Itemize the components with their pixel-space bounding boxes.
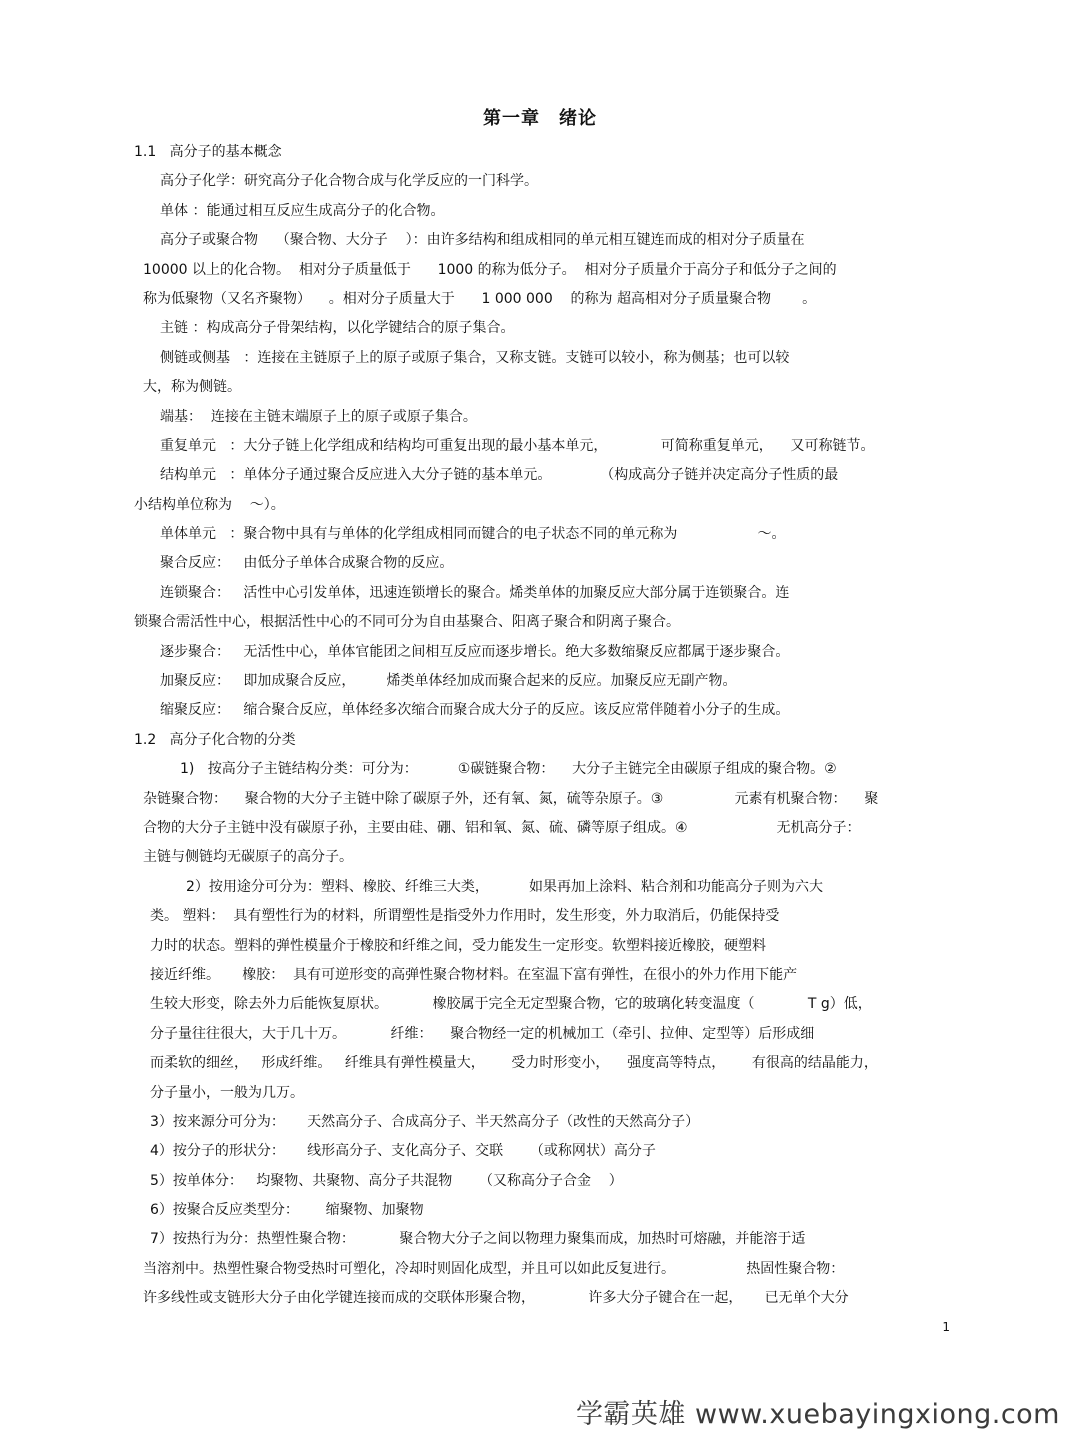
text-line: 锁聚合需活性中心，根据活性中心的不同可分为自由基聚合、阳离子聚合和阴离子聚合。	[134, 614, 680, 631]
text-line: 生较大形变，除去外力后能恢复原状。 橡胶属于完全无定型聚合物，它的玻璃化转变温度（ T g）低，	[150, 996, 872, 1013]
text-line: 大，称为侧链。	[143, 379, 241, 396]
text-line: 3）按来源分可分为： 天然高分子、合成高分子、半天然高分子（改性的天然高分子）	[150, 1113, 700, 1130]
text-line: 10000 以上的化合物。 相对分子质量低于 1000 的称为低分子。 相对分子质量介于高分子和低分子之间的	[143, 261, 837, 278]
text-line: 合物的大分子主链中没有碳原子孙，主要由硅、硼、铝和氧、氮、硫、磷等原子组成。④ 无机高分子：	[143, 819, 861, 836]
chapter-title: 第一章 绪论	[483, 108, 597, 129]
text-line: 5）按单体分： 均聚物、共聚物、高分子共混物 （又称高分子合金 ）	[150, 1172, 623, 1189]
text-line: 力时的状态。塑料的弹性模量介于橡胶和纤维之间，受力能发生一定形变。软塑料接近橡胶，硬塑料	[150, 937, 766, 954]
text-line: 接近纤维。 橡胶： 具有可逆形变的高弹性聚合物材料。在室温下富有弹性，在很小的外力作用下能产	[150, 966, 798, 983]
text-line: 1.2 高分子化合物的分类	[134, 731, 296, 748]
text-line: 单体单元 ：聚合物中具有与单体的化学组成相同而键合的电子状态不同的单元称为 ～。	[160, 526, 786, 543]
document-body	[0, 138, 1080, 1314]
text-line: 杂链聚合物： 聚合物的大分子主链中除了碳原子外，还有氧、氮，硫等杂原子。③ 元素有机聚合物： 聚	[143, 790, 879, 807]
text-line: 1.1 高分子的基本概念	[134, 144, 282, 160]
page-number: 1	[942, 1320, 950, 1334]
text-line: 聚合反应： 由低分子单体合成聚合物的反应。	[160, 555, 454, 572]
text-line: 侧链或侧基 ：连接在主链原子上的原子或原子集合，又称支链。支链可以较小，称为侧基；也可以较	[160, 349, 790, 366]
text-line: 高分子或聚合物 （聚合物、大分子 ）：由许多结构和组成相同的单元相互键连而成的相对分子质量在	[160, 232, 805, 249]
text-line: 缩聚反应： 缩合聚合反应，单体经多次缩合而聚合成大分子的反应。该反应常伴随着小分子的生成。	[160, 702, 790, 719]
text-line: 7）按热行为分：热塑性聚合物： 聚合物大分子之间以物理力聚集而成，加热时可熔融，并能溶于适	[150, 1231, 806, 1248]
text-line: 连锁聚合： 活性中心引发单体，迅速连锁增长的聚合。烯类单体的加聚反应大部分属于连锁聚合。连	[160, 584, 790, 601]
text-line: 分子量小，一般为几万。	[150, 1084, 304, 1101]
text-line: 逐步聚合： 无活性中心，单体官能团之间相互反应而逐步增长。绝大多数缩聚反应都属于逐步聚合。	[160, 643, 790, 660]
text-line: 加聚反应： 即加成聚合反应， 烯类单体经加成而聚合起来的反应。加聚反应无副产物。	[160, 673, 737, 690]
text-line: 主链与侧链均无碳原子的高分子。	[143, 849, 353, 866]
text-line: 结构单元 ：单体分子通过聚合反应进入大分子链的基本单元。 （构成高分子链并决定高分子性质的最	[160, 467, 839, 484]
text-line: 高分子化学：研究高分子化合物合成与化学反应的一门科学。	[160, 173, 538, 190]
text-line: 4）按分子的形状分： 线形高分子、支化高分子、交联 （或称网状）高分子	[150, 1143, 656, 1160]
text-line: 单体 ：能通过相互反应生成高分子的化合物。	[160, 202, 445, 219]
site-watermark: 学霸英雄 www.xuebayingxiong.com	[575, 1399, 1060, 1430]
text-line: 许多线性或支链形大分子由化学键连接而成的交联体形聚合物， 许多大分子键合在一起， 已无单个大分	[143, 1290, 849, 1307]
text-line: 端基： 连接在主链末端原子上的原子或原子集合。	[160, 408, 477, 425]
text-line: 主链 ：构成高分子骨架结构，以化学键结合的原子集合。	[160, 320, 515, 337]
text-line: 小结构单位称为 ～）。	[134, 496, 285, 513]
text-line: 重复单元 ：大分子链上化学组成和结构均可重复出现的最小基本单元， 可简称重复单元， 又可称链节。	[160, 437, 875, 454]
text-line: 类。 塑料： 具有塑性行为的材料，所谓塑性是指受外力作用时，发生形变，外力取消后，仍能保持受	[150, 908, 780, 925]
text-line: 当溶剂中。热塑性聚合物受热时可塑化，冷却时则固化成型，并且可以如此反复进行。 热固性聚合物：	[143, 1260, 845, 1277]
text-line: 而柔软的细丝， 形成纤维。 纤维具有弹性模量大， 受力时形变小， 强度高等特点， 有很高的结晶能力，	[150, 1055, 878, 1072]
text-line: 分子量往往很大，大于几十万。 纤维： 聚合物经一定的机械加工（牵引、拉伸、定型等）后形成细	[150, 1025, 815, 1042]
text-line: 6）按聚合反应类型分： 缩聚物、加聚物	[150, 1202, 424, 1219]
text-line: 2）按用途分可分为：塑料、橡胶、纤维三大类， 如果再加上涂料、粘合剂和功能高分子则为六大	[186, 878, 823, 895]
text-line: 1) 按高分子主链结构分类：可分为： ①碳链聚合物： 大分子主链完全由碳原子组成的聚合物。②	[180, 761, 837, 778]
text-line: 称为低聚物（又名齐聚物） 。相对分子质量大于 1 000 000 的称为 超高相对分子质量聚合物 。	[143, 290, 817, 307]
